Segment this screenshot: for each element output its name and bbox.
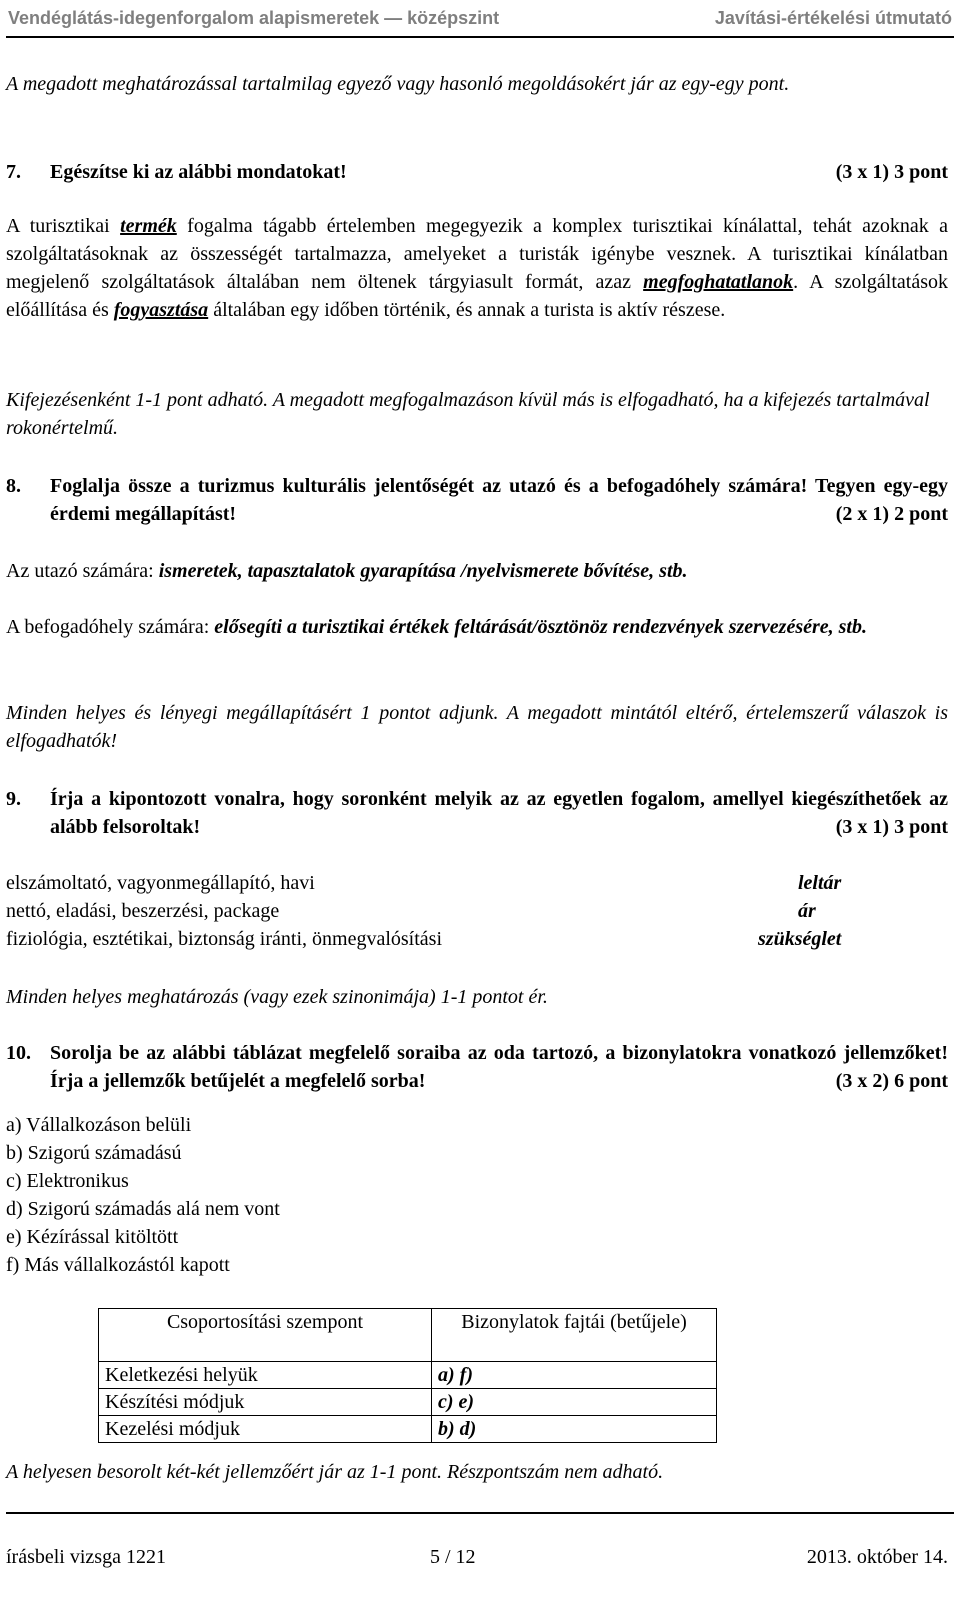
answer-label: Az utazó számára: — [6, 560, 159, 582]
question-10-text: Sorolja be az alábbi táblázat megfelelő soraiba az oda tartozó, a bizonylatokra vonatkozó jellemzőket! Írja a jellemzők betűjelét a megfelelő sorba! — [50, 1042, 948, 1092]
question-9-row — [6, 897, 948, 925]
option-item: a) Vállalkozáson belüli — [6, 1114, 192, 1136]
question-10-points: (3 x 2) 6 pont — [835, 1070, 948, 1092]
question-8-answer-2 — [6, 613, 948, 641]
page-footer — [6, 1543, 948, 1573]
question-8 — [6, 472, 948, 528]
row-terms: fiziológia, esztétikai, biztonság iránti, önmegvalósítási — [6, 928, 442, 950]
question-7-points: (3 x 1) 3 pont — [835, 161, 948, 183]
row-terms: nettó, eladási, beszerzési, package — [6, 900, 280, 922]
intro-note: A megadott meghatározással tartalmilag egyező vagy hasonló megoldásokért jár az egy-egy pont. — [6, 73, 790, 95]
table-cell-label: Kezelési módjuk — [99, 1416, 432, 1443]
table-row — [99, 1389, 717, 1416]
option-item: c) Elektronikus — [6, 1170, 129, 1192]
classification-table — [98, 1308, 717, 1443]
question-9-row — [6, 869, 948, 897]
table-cell-value: a) f) — [432, 1362, 717, 1389]
table-cell-value: b) d) — [432, 1416, 717, 1443]
row-terms: elszámoltató, vagyonmegállapító, havi — [6, 872, 315, 894]
answer-text: általában egy időben történik, és annak a turista is aktív részese. — [208, 299, 726, 321]
table-header-cell: Bizonylatok fajtái (betűjele) — [432, 1309, 717, 1362]
question-7-answer — [6, 212, 948, 324]
option-item: f) Más vállalkozástól kapott — [6, 1254, 230, 1276]
question-9-text: Írja a kipontozott vonalra, hogy soronként melyik az az egyetlen fogalom, amellyel kiegészíthetőek az alább felsoroltak! — [50, 788, 948, 838]
question-9-points: (3 x 1) 3 pont — [835, 816, 948, 838]
question-8-note: Minden helyes és lényegi megállapításért 1 pontot adjunk. A megadott mintától eltérő, értelemszerű válaszok is elfogadhatók! — [6, 702, 948, 752]
footer-rule — [6, 1512, 954, 1514]
row-answer: leltár — [798, 872, 842, 894]
answer-value: elősegíti a turisztikai értékek feltárását/ösztönöz rendezvények szervezésére, stb. — [214, 616, 867, 638]
answer-text: fogalma tágabb értelemben megegyezik a komplex turisztikai kínálattal, tehát azoknak a szolgáltatásoknak az összességét tartalmazza, amelyeket a turisták igénybe vesznek. A turisztikai kínálatban megjelenő szolgáltatások általában nem öltenek tárgyiasult formát, azaz — [6, 215, 948, 293]
question-10-options — [6, 1111, 948, 1279]
table-header-cell: Csoportosítási szempont — [99, 1309, 432, 1362]
question-10 — [6, 1039, 948, 1095]
answer-word-1: termék — [120, 215, 177, 237]
question-9 — [6, 785, 948, 841]
option-item: b) Szigorú számadású — [6, 1142, 182, 1164]
footer-date: 2013. október 14. — [806, 1546, 948, 1568]
table-header-row — [99, 1309, 717, 1362]
table-cell-value: c) e) — [432, 1389, 717, 1416]
answer-text: A turisztikai — [6, 215, 121, 237]
question-9-note: Minden helyes meghatározás (vagy ezek szinonimája) 1-1 pontot ér. — [6, 986, 548, 1008]
table-row — [99, 1416, 717, 1443]
question-8-number: 8. — [6, 475, 21, 497]
option-item: d) Szigorú számadás alá nem vont — [6, 1198, 280, 1220]
question-9-row — [6, 925, 948, 953]
table-row — [99, 1362, 717, 1389]
header-rule — [6, 36, 954, 38]
footer-exam-id: írásbeli vizsga 1221 — [6, 1546, 166, 1568]
answer-text: . A szolgáltatások előállítása és — [6, 271, 948, 321]
header-title: Vendéglátás-idegenforgalom alapismeretek — középszint — [8, 8, 500, 28]
question-8-text: Foglalja össze a turizmus kulturális jelentőségét az utazó és a befogadóhely számára! Tegyen egy-egy érdemi megállapítást! — [50, 475, 948, 525]
question-7-note: Kifejezésenként 1-1 pont adható. A megadott megfogalmazáson kívül más is elfogadható, ha a kifejezés tartalmával rokonértelmű. — [6, 389, 930, 439]
question-7 — [6, 158, 948, 186]
footer-page-number: 5 / 12 — [430, 1546, 476, 1568]
table-cell-label: Készítési módjuk — [99, 1389, 432, 1416]
answer-value: ismeretek, tapasztalatok gyarapítása /nyelvismerete bővítése, stb. — [158, 560, 688, 582]
table-cell-label: Keletkezési helyük — [99, 1362, 432, 1389]
question-8-points: (2 x 1) 2 pont — [835, 503, 948, 525]
question-10-note: A helyesen besorolt két-két jellemzőért jár az 1-1 pont. Részpontszám nem adható. — [6, 1461, 664, 1483]
question-8-answer-1 — [6, 557, 948, 585]
question-7-number: 7. — [6, 161, 21, 183]
question-10-number: 10. — [6, 1042, 31, 1064]
answer-label: A befogadóhely számára: — [6, 616, 215, 638]
row-answer: szükséglet — [758, 928, 842, 950]
row-answer: ár — [798, 900, 816, 922]
option-item: e) Kézírással kitöltött — [6, 1226, 179, 1248]
page-header — [8, 4, 952, 34]
answer-word-2: megfoghatatlanok — [643, 271, 794, 293]
answer-word-3: fogyasztása — [113, 299, 209, 321]
question-9-number: 9. — [6, 788, 21, 810]
question-7-text: Egészítse ki az alábbi mondatokat! — [50, 161, 347, 183]
header-subtitle: Javítási-értékelési útmutató — [714, 8, 952, 28]
